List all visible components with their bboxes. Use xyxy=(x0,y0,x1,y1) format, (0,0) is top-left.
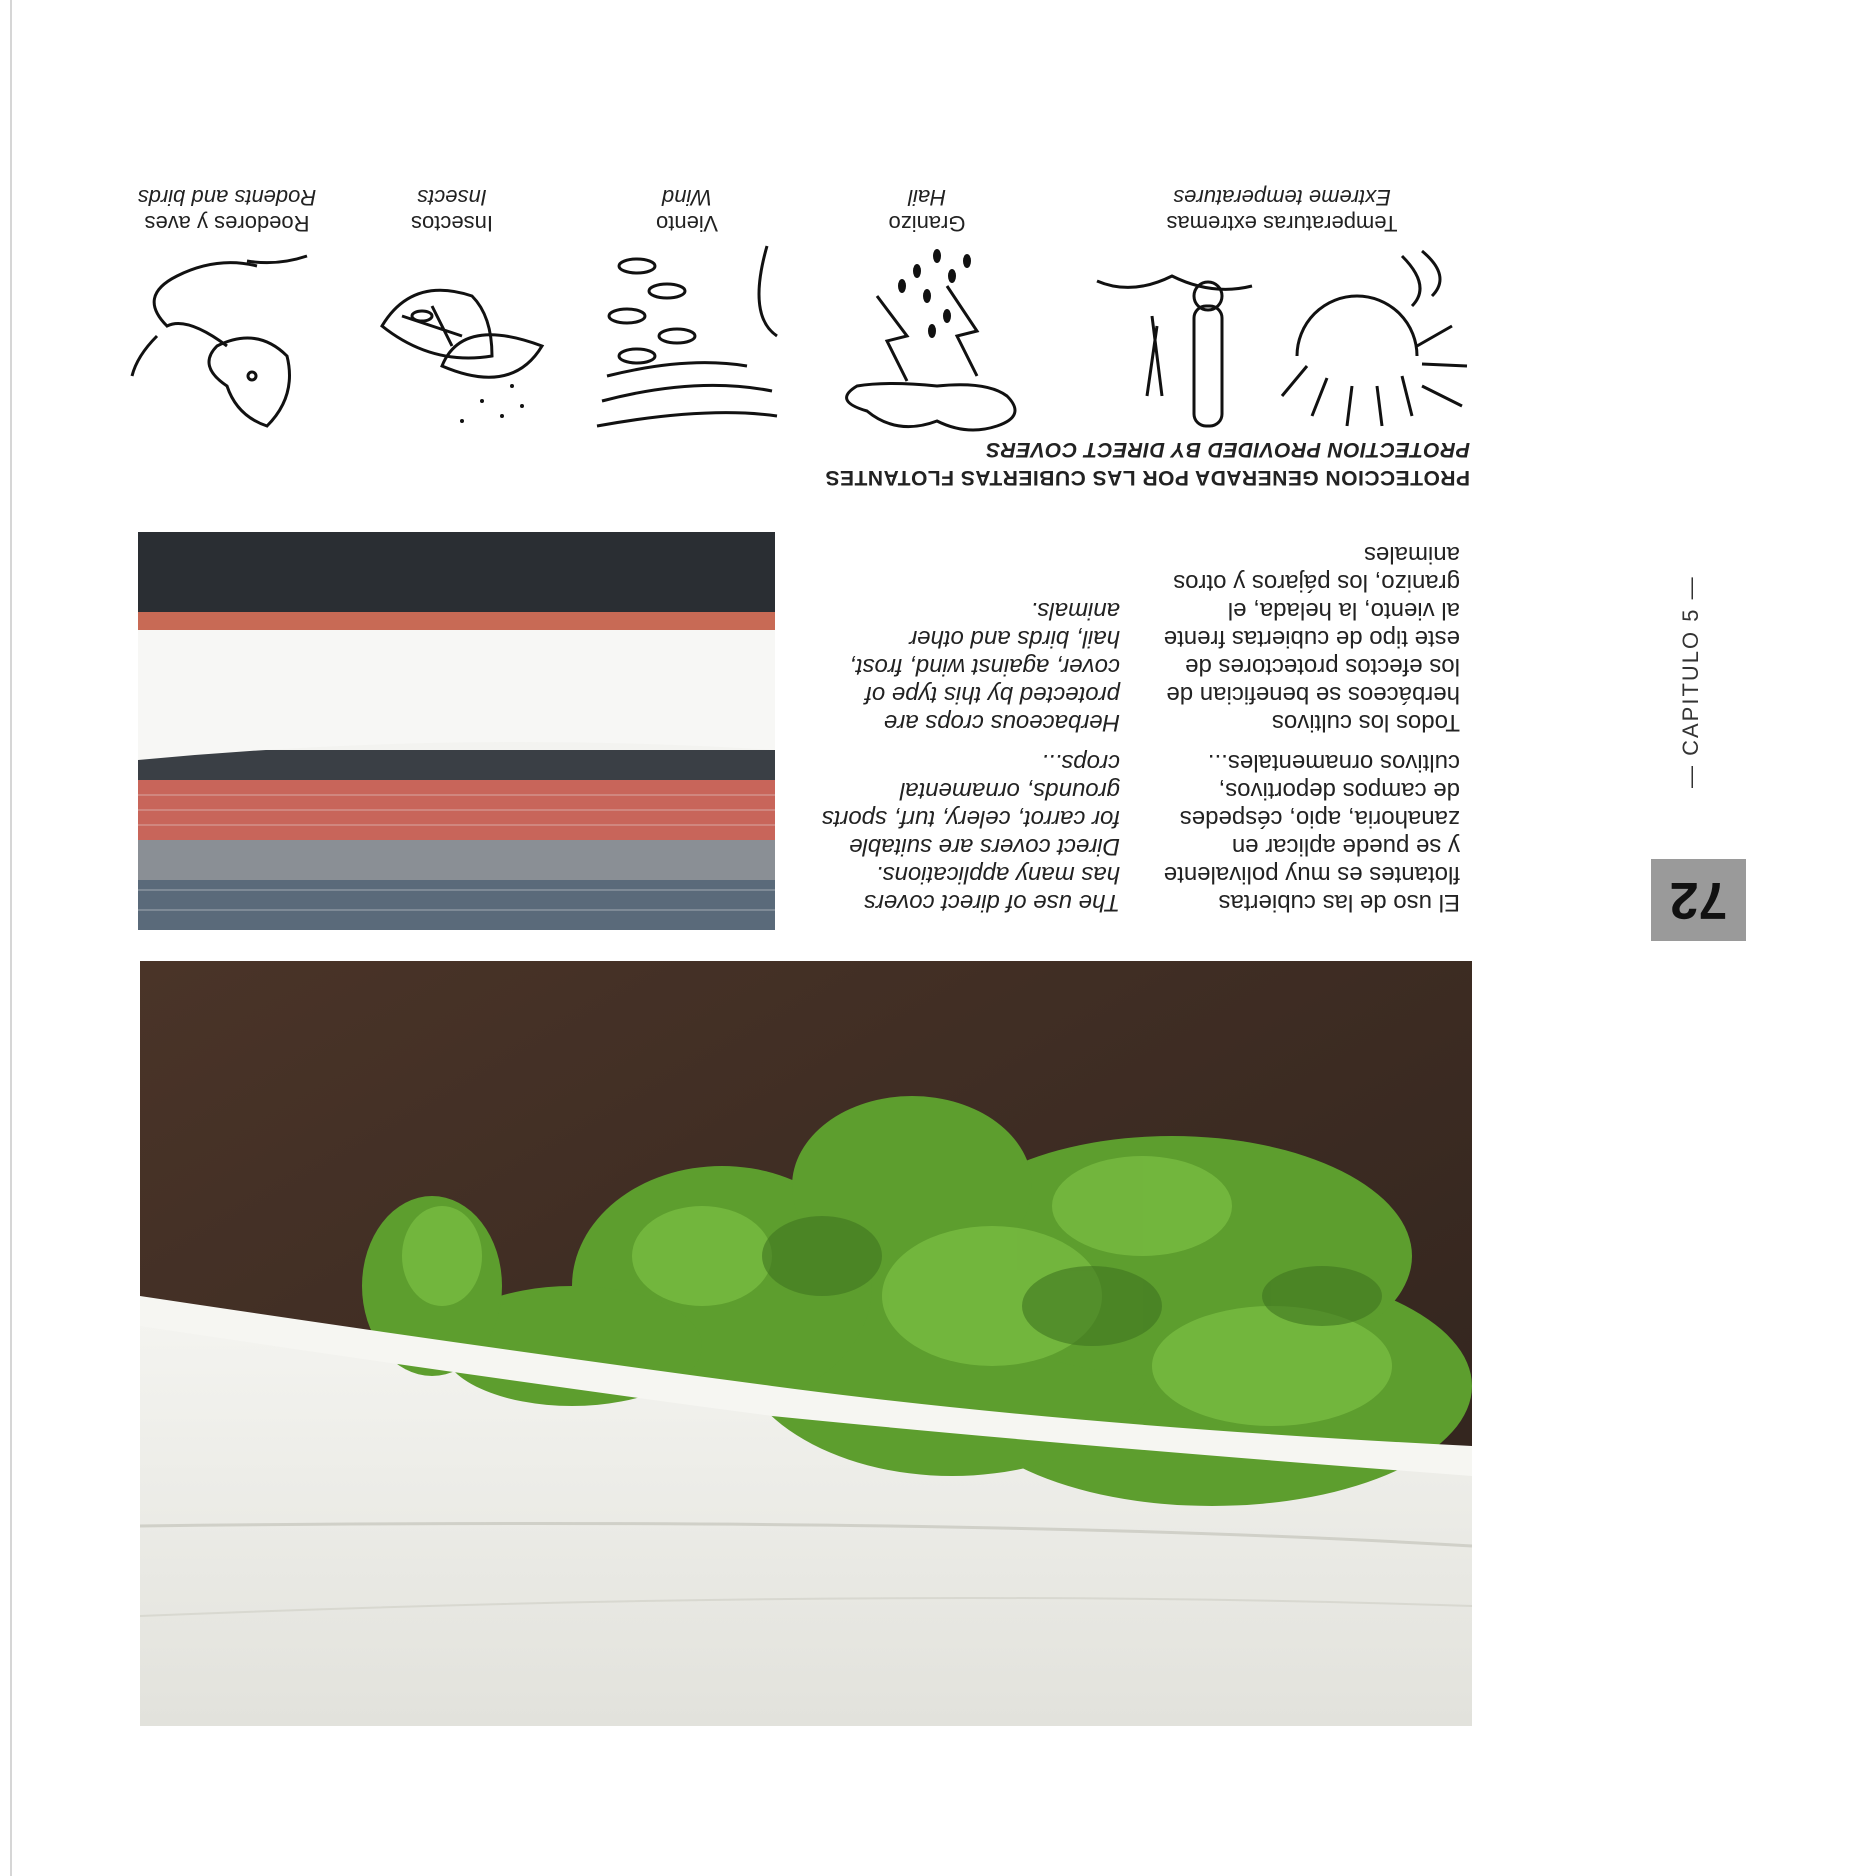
protection-item-wind xyxy=(587,176,787,436)
label-wind-es: Viento xyxy=(656,211,718,236)
carrot-cover-photo xyxy=(140,961,1472,1726)
carrot-cover-photo-image xyxy=(140,961,1472,1726)
insect-leaf-icon xyxy=(352,236,552,436)
english-text-column xyxy=(820,584,1120,916)
spanish-text-column xyxy=(1160,528,1460,916)
protection-title-es: PROTECCION GENERADA POR LAS CUBIERTAS FLOTANTES xyxy=(825,466,1470,489)
english-paragraph-2: Herbaceous crops are protected by this type of cover, against wind, frost, hail, birds and other animals. xyxy=(849,597,1120,736)
label-rodents-en: Rodents and birds xyxy=(137,185,317,210)
protection-title-en: PROTECTION PROVIDED BY DIRECT COVERS xyxy=(985,438,1470,461)
label-rodents xyxy=(127,184,327,236)
label-temperatures-en: Extreme temperatures xyxy=(1173,185,1391,210)
page-number: 72 xyxy=(1651,859,1746,941)
label-hail-en: Hail xyxy=(908,185,946,210)
label-temperatures xyxy=(1092,184,1472,236)
label-insects-es: Insectos xyxy=(411,211,493,236)
protection-item-hail xyxy=(827,176,1027,436)
chapter-label: — CAPITULO 5 — xyxy=(1678,575,1703,788)
label-rodents-es: Roedores y aves xyxy=(144,211,310,236)
protection-icons xyxy=(127,176,1472,436)
label-temperatures-es: Temperaturas extremas xyxy=(1166,211,1398,236)
stadium-photo xyxy=(138,532,775,930)
label-hail xyxy=(827,184,1027,236)
protection-item-temperatures xyxy=(1092,176,1472,436)
english-paragraph-1: The use of direct covers has many applications. Direct covers are suitable for carrot, celery, turf, sports grounds, ornamental crops... xyxy=(821,749,1120,916)
protection-heading xyxy=(570,435,1470,491)
label-insects-en: Insects xyxy=(417,185,487,210)
protection-item-rodents xyxy=(127,176,327,436)
spanish-paragraph-1: El uso de las cubiertas flotantes es muy polivalente y se puede aplicar en zanahoria, apio, céspedes de campos deportivos, cultivos ornamentales... xyxy=(1163,749,1460,916)
page-edge-line xyxy=(10,0,12,1876)
label-insects xyxy=(352,184,552,236)
label-wind xyxy=(587,184,787,236)
label-wind-en: Wind xyxy=(662,185,712,210)
stadium-photo-image xyxy=(138,532,775,930)
spanish-paragraph-2: Todos los cultivos herbáceos se benefician de los efectos protectores de este tipo de cubiertas frente al viento, la helada, el granizo, los pájaros y otros animales xyxy=(1163,541,1460,736)
protection-item-insects xyxy=(352,176,552,436)
sun-thermometer-icon xyxy=(1092,236,1472,436)
rodent-bird-icon xyxy=(127,236,327,436)
label-hail-es: Granizo xyxy=(888,211,966,236)
wind-icon xyxy=(587,236,787,436)
hail-storm-icon xyxy=(827,236,1027,436)
